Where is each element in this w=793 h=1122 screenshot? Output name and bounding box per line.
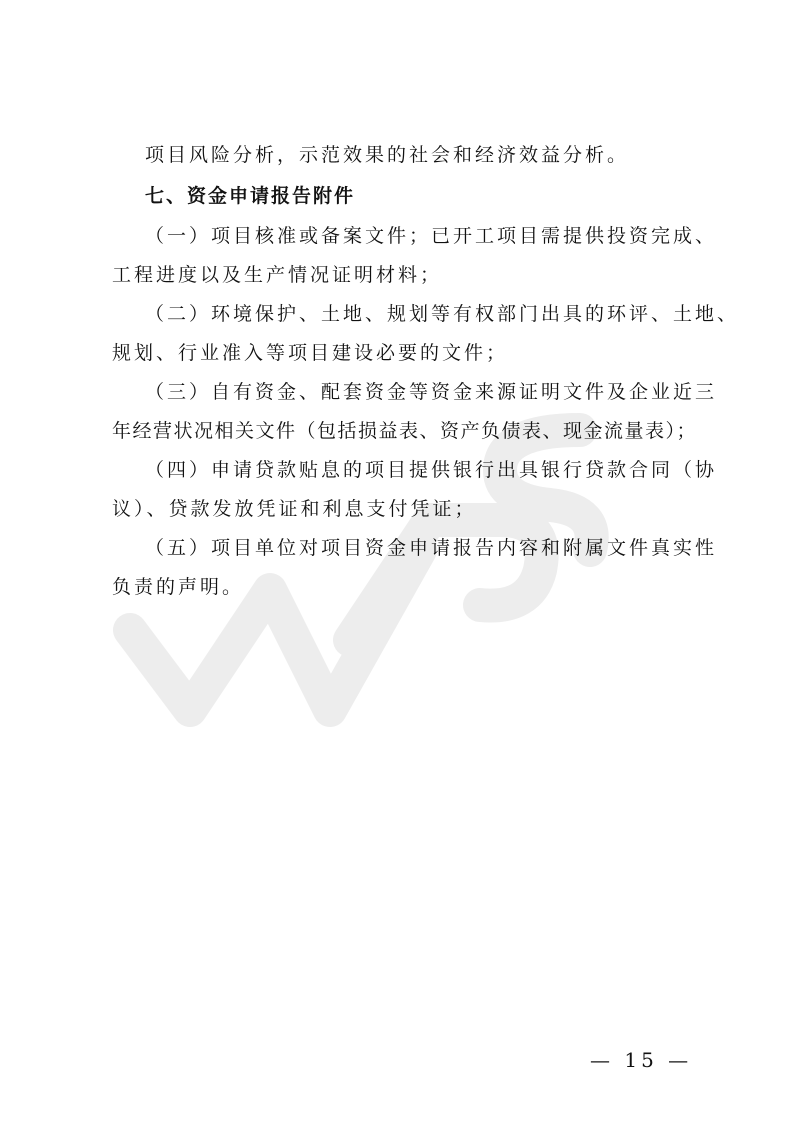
wps-watermark	[100, 390, 620, 750]
page-number: — 15 —	[590, 1048, 693, 1072]
body-line: 工程进度以及生产情况证明材料；	[112, 264, 443, 286]
body-line: 议）、贷款发放凭证和利息支付凭证；	[112, 498, 477, 520]
body-line: 负责的声明。	[112, 576, 245, 598]
body-line: （三）自有资金、配套资金等资金来源证明文件及企业近三	[145, 381, 718, 403]
body-line: 项目风险分析，示范效果的社会和经济效益分析。	[145, 144, 630, 166]
body-line: （五）项目单位对项目资金申请报告内容和附属文件真实性	[145, 537, 718, 559]
body-line: （四）申请贷款贴息的项目提供银行出具银行贷款合同（协	[145, 459, 718, 481]
body-line: 规划、行业准入等项目建设必要的文件；	[112, 342, 509, 364]
body-line: （二）环境保护、土地、规划等有权部门出具的环评、土地、	[145, 303, 740, 325]
body-line: 年经营状况相关文件（包括损益表、资产负债表、现金流量表）；	[112, 420, 698, 442]
body-line: （一）项目核准或备案文件；已开工项目需提供投资完成、	[145, 225, 718, 247]
section-heading: 七、资金申请报告附件	[145, 185, 356, 207]
